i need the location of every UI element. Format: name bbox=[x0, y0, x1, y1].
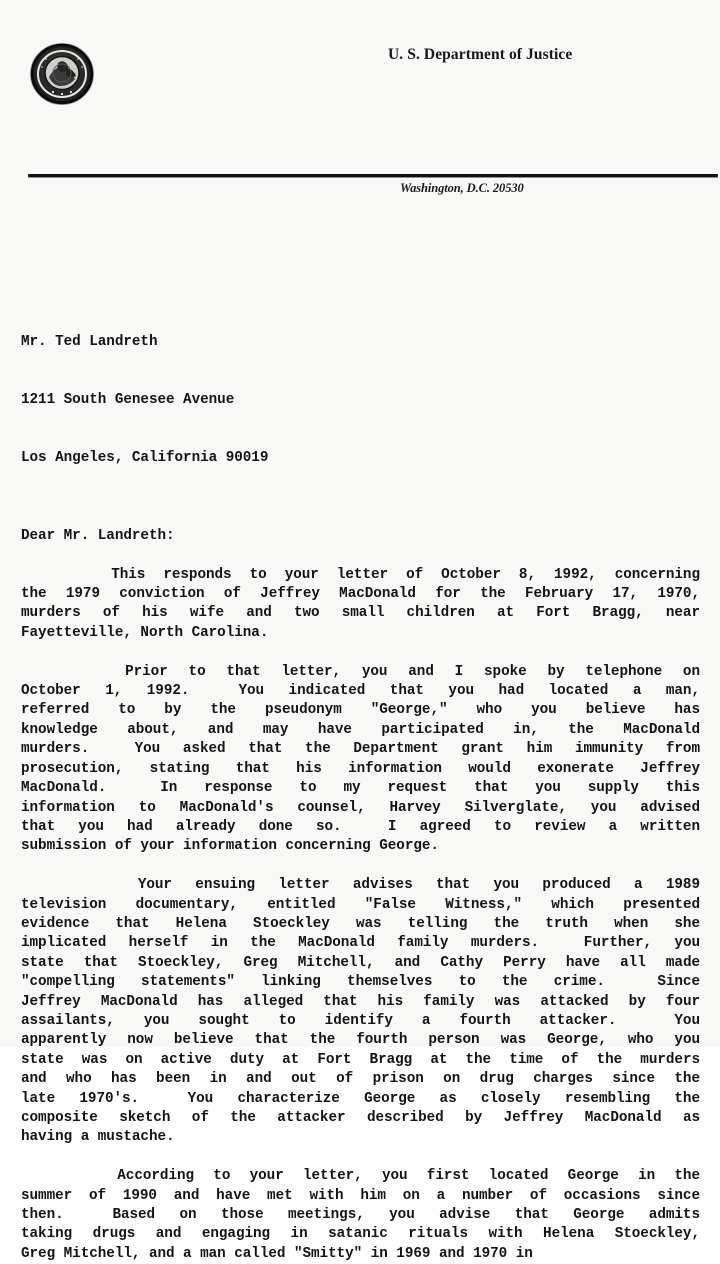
text-line: summer of 1990 and have met with him on a number of occasions since bbox=[21, 1187, 700, 1204]
paragraph-4 bbox=[21, 1167, 700, 1264]
text-line: state was on active duty at Fort Bragg at the time of the murders bbox=[21, 1051, 700, 1068]
text-line: referred to by the pseudonym "George," who you believe has bbox=[21, 702, 700, 719]
text-line: murders of his wife and two small children at Fort Bragg, near bbox=[21, 605, 700, 622]
salutation: Dear Mr. Landreth: bbox=[21, 527, 175, 544]
paragraph-2 bbox=[21, 663, 700, 857]
text-line: that you had already done so. I agreed to review a written bbox=[21, 818, 700, 835]
recipient-name: Mr. Ted Landreth bbox=[21, 333, 158, 350]
text-line: Jeffrey MacDonald has alleged that his family was attacked by four bbox=[21, 993, 700, 1010]
text-line: having a mustache. bbox=[21, 1129, 175, 1146]
letter-body bbox=[21, 294, 701, 1264]
text-line: October 1, 1992. You indicated that you had located a man, bbox=[21, 683, 700, 700]
text-line: murders. You asked that the Department grant him immunity from bbox=[21, 741, 700, 758]
text-line: late 1970's. You characterize George as closely resembling the bbox=[21, 1090, 700, 1107]
text-line: Your ensuing letter advises that you produced a 1989 bbox=[21, 877, 700, 894]
text-line: state that Stoeckley, Greg Mitchell, and Cathy Perry have all made bbox=[21, 954, 700, 971]
text-line: Fayetteville, North Carolina. bbox=[21, 624, 269, 641]
letterhead-divider bbox=[28, 174, 718, 177]
text-line: This responds to your letter of October 8, 1992, concerning bbox=[21, 566, 700, 583]
text-line: knowledge about, and may have participated in, the MacDonald bbox=[21, 721, 700, 738]
recipient-street: 1211 South Genesee Avenue bbox=[21, 392, 235, 409]
text-line: information to MacDonald's counsel, Harvey Silverglate, you advised bbox=[21, 799, 700, 816]
paragraph-1 bbox=[21, 566, 700, 644]
text-line: the 1979 conviction of Jeffrey MacDonald for the February 17, 1970, bbox=[21, 586, 700, 603]
text-line: television documentary, entitled "False Witness," which presented bbox=[21, 896, 700, 913]
text-line: According to your letter, you first located George in the bbox=[21, 1168, 700, 1185]
text-line: and who has been in and out of prison on drug charges since the bbox=[21, 1071, 700, 1088]
recipient-address-block bbox=[21, 294, 701, 507]
text-line: Prior to that letter, you and I spoke by telephone on bbox=[21, 663, 700, 680]
text-line: composite sketch of the attacker described by Jeffrey MacDonald as bbox=[21, 1110, 700, 1126]
text-line: "compelling statements" linking themselves to the crime. Since bbox=[21, 974, 700, 991]
text-line: evidence that Helena Stoeckley was telling the truth when she bbox=[21, 915, 700, 932]
text-line: MacDonald. In response to my request that you supply this bbox=[21, 780, 700, 797]
text-line: taking drugs and engaging in satanic rituals with Helena Stoeckley, bbox=[21, 1226, 700, 1243]
letterhead bbox=[0, 0, 720, 200]
text-line: assailants, you sought to identify a fourth attacker. You bbox=[21, 1012, 700, 1029]
text-line: implicated herself in the MacDonald family murders. Further, you bbox=[21, 935, 700, 952]
text-line: Greg Mitchell, and a man called "Smitty" in 1969 and 1970 in bbox=[21, 1245, 533, 1262]
paragraph-3 bbox=[21, 876, 700, 1148]
department-title: U. S. Department of Justice bbox=[388, 46, 573, 63]
text-line: apparently now believe that the fourth person was George, who you bbox=[21, 1032, 700, 1049]
us-department-of-justice-seal bbox=[29, 43, 95, 105]
text-line: then. Based on those meetings, you advise that George admits bbox=[21, 1207, 700, 1224]
letterhead-city-zip: Washington, D.C. 20530 bbox=[400, 181, 524, 195]
text-line: prosecution, stating that his information would exonerate Jeffrey bbox=[21, 760, 700, 777]
recipient-city-state-zip: Los Angeles, California 90019 bbox=[21, 450, 269, 467]
text-line: submission of your information concerning George. bbox=[21, 838, 439, 855]
